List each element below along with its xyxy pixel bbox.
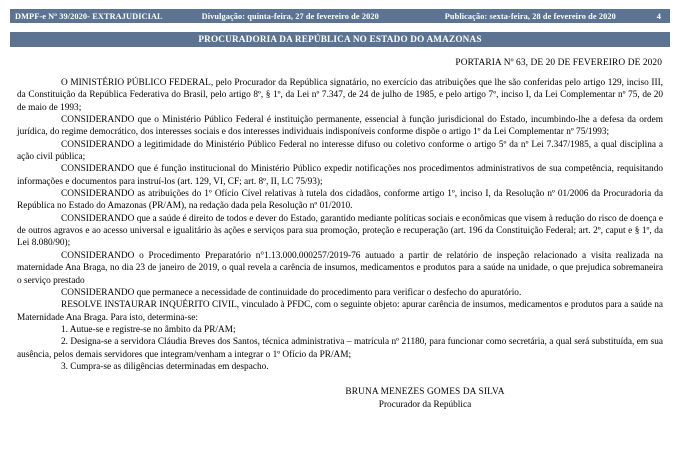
determination-item-3: 3. Cumpra-se as diligências determinadas em despacho. xyxy=(61,361,269,372)
document-body xyxy=(17,47,663,411)
document-page xyxy=(0,9,680,451)
unit-title-banner: PROCURADORIA DA REPÚBLICA NO ESTADO DO AMAZONAS xyxy=(10,32,670,47)
paragraph-considerando-6: CONSIDERANDO o Procedimento Preparatório n°1.13.000.000257/2019-76 autuado a partir de relatório de inspeção relacionado a visita realizada na maternidade Ana Braga, no dia 23 de janeiro de 2019, o qual revela a carência de insumos, medicamentos e produtos para a saúde na unidade, o que prejudica sobremaneira o serviço prestado xyxy=(17,250,663,286)
act-title: PORTARIA Nº 63, DE 20 DE FEVEREIRO DE 2020 xyxy=(455,58,662,68)
publication-date: Publicação: sexta-feira, 28 de fevereiro de 2020 xyxy=(444,11,616,21)
divulgation-date: Divulgação: quinta-feira, 27 de fevereiro de 2020 xyxy=(201,11,379,21)
determination-item-2: 2. Designa-se a servidora Cláudia Breves dos Santos, técnica administrativa – matrícula nº 21180, para funcionar como secretária, a qual será substituída, em sua ausência, pelos demais servidores que integram/venham a integrar o 1º Ofício da PR/AM; xyxy=(17,337,663,360)
paragraph-considerando-3: CONSIDERANDO que é função institucional do Ministério Público expedir notificações nos procedimentos administrativos de sua competência, requisitando informações e documentos para instruí-los (art. 129, VI, CF; art. 8º, II, LC 75/93); xyxy=(17,164,663,187)
running-header xyxy=(10,9,670,23)
paragraph-considerando-1: CONSIDERANDO que o Ministério Público Federal é instituição permanente, essencial à função jurisdicional do Estado, incumbindo-lhe a defesa da ordem jurídica, do regime democrático, dos interesses sociais e dos interesses individuais indisponíveis conforme dispõe o artigo 1º da Lei Complementar nº 75/1993; xyxy=(17,115,663,138)
publication-identifier: DMPF-e Nº 39/2020- EXTRAJUDICIAL xyxy=(15,11,163,21)
page-number: 4 xyxy=(656,11,662,21)
paragraph-resolution: RESOLVE INSTAURAR INQUÉRITO CIVIL, vinculado à PFDC, com o seguinte objeto: apurar carência de insumos, medicamentos e produtos para a saúde na Maternidade Ana Braga. Para isto, determina-se: xyxy=(17,300,663,323)
signatory-name: BRUNA MENEZES GOMES DA SILVA xyxy=(345,387,505,398)
paragraph-considerando-5: CONSIDERANDO que a saúde é direito de todos e dever do Estado, garantido mediante políticas sociais e econômicas que visem à redução do risco de doença e de outros agravos e ao acesso universal e igualitário às ações e serviços para sua promoção, proteção e recuperação (art. 196 da Constituição Federal; art. 2º, caput e § 1º, da Lei 8.080/90); xyxy=(17,213,663,249)
signature-block xyxy=(17,386,663,411)
paragraph-considerando-4: CONSIDERANDO as atribuições do 1º Ofício Cível relativas à tutela dos cidadãos, conforme artigo 1º, inciso I, da Resolução nº 01/2006 da Procuradoria da República no Estado do Amazonas (PR/AM), na redação dada pela Resolução nº 01/2010. xyxy=(17,189,663,212)
signatory-role: Procurador da República xyxy=(378,399,472,410)
paragraph-preamble: O MINISTÉRIO PÚBLICO FEDERAL, pelo Procurador da República signatário, no exercício das atribuições que lhe são conferidas pelo artigo 129, inciso III, da Constituição da República Federativa do Brasil, pelo artigo 8º, § 1º, da Lei nº 7.347, de 24 de julho de 1985, e pelo artigo 7º, inciso I, da Lei Complementar nº 75, de 20 de maio de 1993; xyxy=(17,78,663,113)
determination-item-1: 1. Autue-se e registre-se no âmbito da PR/AM; xyxy=(61,324,236,335)
paragraph-considerando-7: CONSIDERANDO que permanece a necessidade de continuidade do procedimento para verificar o desfecho do apuratório. xyxy=(61,287,522,298)
paragraph-considerando-2: CONSIDERANDO a legitimidade do Ministério Público Federal no interesse difuso ou coletivo conforme o artigo 5º da nº Lei 7.347/1985, a qual disciplina a ação civil pública; xyxy=(17,139,663,163)
